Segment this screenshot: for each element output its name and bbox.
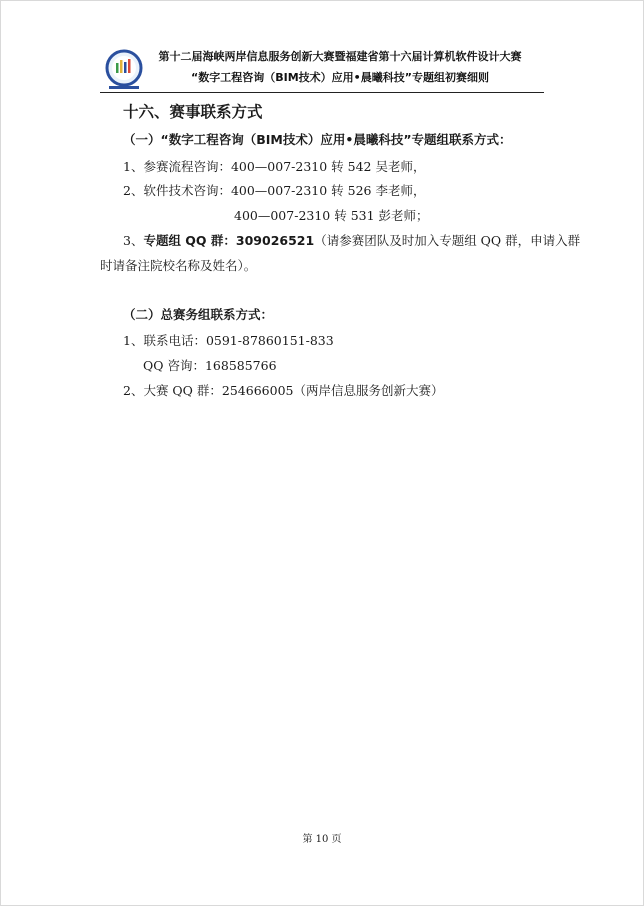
contact-line-process: 1、参赛流程咨询：400—007-2310 转 542 吴老师， [123, 159, 426, 174]
general-qq-consult-line: QQ 咨询：168585766 [143, 358, 277, 373]
qq-prefix: 3、 [123, 233, 144, 248]
contact-line-software: 2、软件技术咨询：400—007-2310 转 526 李老师， [123, 183, 426, 198]
qq-group-line [123, 231, 580, 249]
page-header [100, 40, 544, 92]
header-title-line2: “数字工程咨询（BIM技术）应用•晨曦科技”专题组初赛细则 [191, 71, 489, 84]
contact-line-software-2: 400—007-2310 转 531 彭老师； [234, 208, 429, 223]
section-title: 十六、赛事联系方式 [123, 103, 263, 121]
qq-group-note-continued: 时请备注院校名称及姓名）。 [100, 258, 257, 273]
group1-heading: （一）“数字工程咨询（BIM技术）应用•晨曦科技”专题组联系方式： [123, 132, 512, 147]
qq-group-label: 专题组 QQ 群：309026521 [143, 233, 315, 248]
header-divider [100, 92, 544, 93]
group2-heading: （二）总赛务组联系方式： [123, 307, 274, 322]
general-phone-line: 1、联系电话：0591-87860151-833 [123, 333, 334, 348]
qq-group-note: （请参赛团队及时加入专题组 QQ 群，申请入群 [314, 233, 581, 248]
header-title-line1: 第十二届海峡两岸信息服务创新大赛暨福建省第十六届计算机软件设计大赛 [158, 50, 522, 63]
page-number: 第 10 页 [302, 834, 342, 845]
general-qq-group-line: 2、大赛 QQ 群：254666005（两岸信息服务创新大赛） [123, 383, 444, 398]
